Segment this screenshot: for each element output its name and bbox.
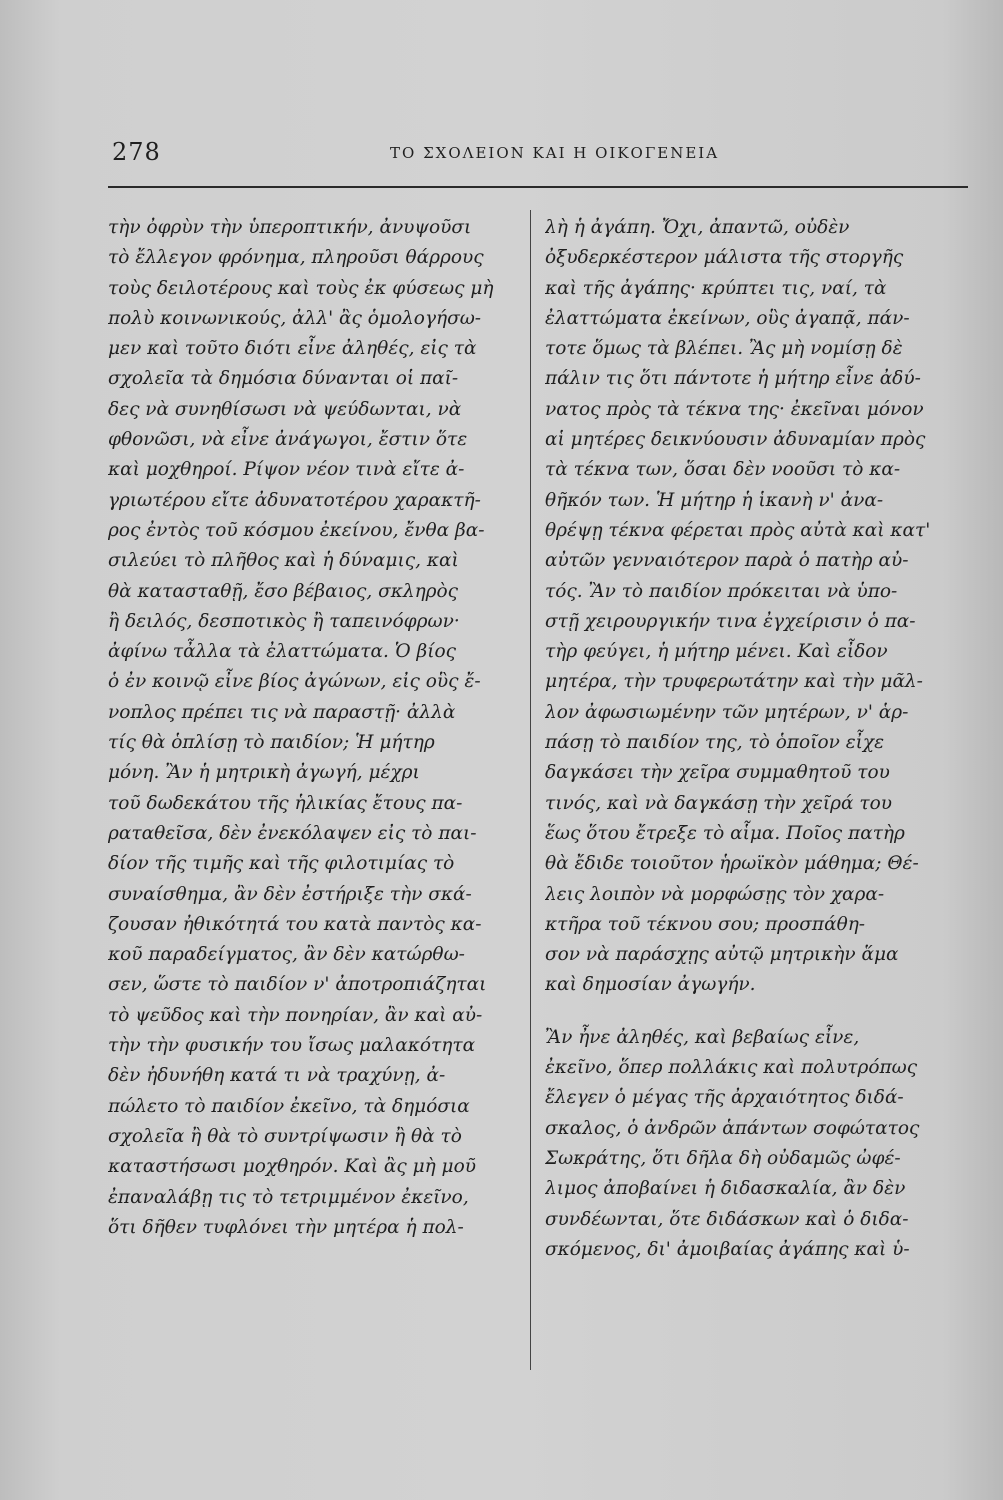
text-line: τὴρ φεύγει, ἡ μήτηρ μένει. Καὶ εἶδον xyxy=(545,641,888,663)
text-line: σχολεῖα τὰ δημόσια δύνανται οἱ παῖ- xyxy=(108,368,459,390)
page-header xyxy=(112,138,967,178)
text-line: αἱ μητέρες δεικνύουσιν ἀδυναμίαν πρὸς xyxy=(545,429,926,451)
text-line: τοτε ὅμως τὰ βλέπει. Ἂς μὴ νομίσῃ δὲ xyxy=(545,338,903,360)
text-line: σιλεύει τὸ πλῆθος καὶ ἡ δύναμις, καὶ xyxy=(108,550,459,572)
paragraph-gap xyxy=(545,1001,963,1023)
column-divider xyxy=(530,210,531,1370)
text-line: ἀφίνω τἆλλα τὰ ἐλαττώματα. Ὁ βίος xyxy=(108,641,457,663)
text-line: τὸ ἔλλεγον φρόνημα, πληροῦσι θάρρους xyxy=(108,247,484,269)
text-line: τὰ τέκνα των, ὅσαι δὲν νοοῦσι τὸ κα- xyxy=(545,459,901,481)
text-line: φθονῶσι, νὰ εἶνε ἀνάγωγοι, ἔστιν ὅτε xyxy=(108,429,468,451)
text-line: δὲν ἠδυνήθη κατά τι νὰ τραχύνῃ, ἀ- xyxy=(108,1065,446,1087)
text-line: ἐκεῖνο, ὅπερ πολλάκις καὶ πολυτρόπως xyxy=(545,1057,918,1079)
running-title: ΤΟ ΣΧΟΛΕΙΟΝ ΚΑΙ Η ΟΙΚΟΓΕΝΕΙΑ xyxy=(390,144,720,162)
text-line: θὰ κατασταθῇ, ἔσο βέβαιος, σκληρὸς xyxy=(108,580,459,602)
text-line: ὀξυδερκέστερον μάλιστα τῆς στοργῆς xyxy=(545,247,904,269)
text-line: ἐλαττώματα ἐκείνων, οὓς ἀγαπᾷ, πάν- xyxy=(545,307,910,329)
text-line: μόνη. Ἂν ἡ μητρικὴ ἀγωγή, μέχρι xyxy=(108,762,420,784)
text-line: Ἂν ἦνε ἀληθές, καὶ βεβαίως εἶνε, xyxy=(545,1026,860,1048)
text-line: τὴν ὀφρὺν τὴν ὑπεροπτικήν, ἀνυψοῦσι xyxy=(108,217,472,238)
text-line: τινός, καὶ νὰ δαγκάσῃ τὴν χεῖρά του xyxy=(545,792,892,814)
text-line: ραταθεῖσα, δὲν ἐνεκόλαψεν εἰς τὸ παι- xyxy=(108,822,477,844)
text-line: ἢ δειλός, δεσποτικὸς ἢ ταπεινόφρων· xyxy=(108,610,460,632)
text-line: σκόμενος, δι' ἀμοιβαίας ἀγάπης καὶ ὑ- xyxy=(545,1238,910,1260)
text-line: πολὺ κοινωνικούς, ἀλλ' ἂς ὁμολογήσω- xyxy=(108,307,482,329)
text-line: δες νὰ συνηθίσωσι νὰ ψεύδωνται, νὰ xyxy=(108,398,462,420)
text-line: λὴ ἡ ἀγάπη. Ὄχι, ἀπαντῶ, οὐδὲν xyxy=(545,217,850,238)
text-line: λεις λοιπὸν νὰ μορφώσῃς τὸν χαρα- xyxy=(545,883,885,905)
text-line: ἕως ὅτου ἔτρεξε τὸ αἷμα. Ποῖος πατὴρ xyxy=(545,822,905,844)
text-line: ὁ ἐν κοινῷ εἶνε βίος ἀγώνων, εἰς οὓς ἔ- xyxy=(108,671,481,693)
text-line: νοπλος πρέπει τις νὰ παραστῇ· ἀλλὰ xyxy=(108,701,456,723)
text-line: πώλετο τὸ παιδίον ἐκεῖνο, τὰ δημόσια xyxy=(108,1095,470,1117)
text-line: πάλιν τις ὅτι πάντοτε ἡ μήτηρ εἶνε ἀδύ- xyxy=(545,368,921,390)
text-line: ζουσαν ἠθικότητά του κατὰ παντὸς κα- xyxy=(108,913,482,935)
right-column xyxy=(545,213,963,1265)
text-line: τὴν τὴν φυσικήν του ἴσως μαλακότητα xyxy=(108,1035,476,1057)
text-line: πάσῃ τὸ παιδίον της, τὸ ὁποῖον εἶχε xyxy=(545,732,885,754)
text-line: ρος ἐντὸς τοῦ κόσμου ἐκείνου, ἔνθα βα- xyxy=(108,519,485,541)
text-line: σκαλος, ὁ ἀνδρῶν ἁπάντων σοφώτατος xyxy=(545,1117,920,1139)
text-line: κτῆρα τοῦ τέκνου σου; προσπάθη- xyxy=(545,913,866,935)
text-line: δίον τῆς τιμῆς καὶ τῆς φιλοτιμίας τὸ xyxy=(108,853,455,875)
text-line: ἐπαναλάβῃ τις τὸ τετριμμένον ἐκεῖνο, xyxy=(108,1186,469,1208)
text-line: ὅτι δῆθεν τυφλόνει τὴν μητέρα ἡ πολ- xyxy=(108,1216,464,1238)
text-line: λον ἀφωσιωμένην τῶν μητέρων, ν' ἁρ- xyxy=(545,701,909,723)
right-column-paragraph-2 xyxy=(545,1023,963,1265)
text-line: θὰ ἔδιδε τοιοῦτον ἡρωϊκὸν μάθημα; Θέ- xyxy=(545,853,919,875)
header-rule xyxy=(108,186,968,188)
text-line: αὐτῶν γενναιότερον παρὰ ὁ πατὴρ αὐ- xyxy=(545,550,909,572)
text-line: θῆκόν των. Ἡ μήτηρ ἡ ἱκανὴ ν' ἀνα- xyxy=(545,489,884,511)
text-line: τοῦ δωδεκάτου τῆς ἡλικίας ἔτους πα- xyxy=(108,792,463,814)
text-line: σχολεῖα ἢ θὰ τὸ συντρίψωσιν ἢ θὰ τὸ xyxy=(108,1125,462,1147)
text-line: συνδέωνται, ὅτε διδάσκων καὶ ὁ διδα- xyxy=(545,1208,909,1230)
text-line: συναίσθημα, ἂν δὲν ἐστήριξε τὴν σκά- xyxy=(108,883,472,905)
text-line: σεν, ὥστε τὸ παιδίον ν' ἀποτροπιάζηται xyxy=(108,974,487,996)
text-line: δαγκάσει τὴν χεῖρα συμμαθητοῦ του xyxy=(545,762,890,784)
text-line: κοῦ παραδείγματος, ἂν δὲν κατώρθω- xyxy=(108,944,465,966)
text-line: νατος πρὸς τὰ τέκνα της· ἐκεῖναι μόνον xyxy=(545,398,924,420)
text-line: τός. Ἂν τὸ παιδίον πρόκειται νὰ ὑπο- xyxy=(545,580,898,602)
text-line: σον νὰ παράσχῃς αὐτῷ μητρικὴν ἅμα xyxy=(545,944,899,966)
text-line: καὶ μοχθηροί. Ρίψον νέον τινὰ εἴτε ἀ- xyxy=(108,459,465,481)
text-line: μεν καὶ τοῦτο διότι εἶνε ἀληθές, εἰς τὰ xyxy=(108,338,477,360)
text-line: ἔλεγεν ὁ μέγας τῆς ἀρχαιότητος διδά- xyxy=(545,1087,904,1109)
left-column xyxy=(108,213,518,1243)
text-line: καταστήσωσι μοχθηρόν. Καὶ ἂς μὴ μοῦ xyxy=(108,1156,476,1178)
text-line: στῇ χειρουργικήν τινα ἐγχείρισιν ὁ πα- xyxy=(545,610,916,632)
text-line: τίς θὰ ὁπλίσῃ τὸ παιδίον; Ἡ μήτηρ xyxy=(108,732,435,754)
text-line: Σωκράτης, ὅτι δῆλα δὴ οὐδαμῶς ὠφέ- xyxy=(545,1147,901,1169)
text-line: τοὺς δειλοτέρους καὶ τοὺς ἐκ φύσεως μὴ xyxy=(108,277,494,299)
text-line: καὶ τῆς ἀγάπης· κρύπτει τις, ναί, τὰ xyxy=(545,277,887,299)
page-number: 278 xyxy=(112,138,161,166)
right-column-paragraph-1 xyxy=(545,213,963,1001)
text-line: θρέψῃ τέκνα φέρεται πρὸς αὐτὰ καὶ κατ' xyxy=(545,519,931,541)
text-line: γριωτέρου εἴτε ἀδυνατοτέρου χαρακτῆ- xyxy=(108,489,481,511)
text-line: λιμος ἀποβαίνει ἡ διδασκαλία, ἂν δὲν xyxy=(545,1178,906,1200)
text-line: καὶ δημοσίαν ἀγωγήν. xyxy=(545,974,756,996)
text-line: τὸ ψεῦδος καὶ τὴν πονηρίαν, ἂν καὶ αὐ- xyxy=(108,1004,483,1026)
text-line: μητέρα, τὴν τρυφερωτάτην καὶ τὴν μᾶλ- xyxy=(545,671,923,693)
